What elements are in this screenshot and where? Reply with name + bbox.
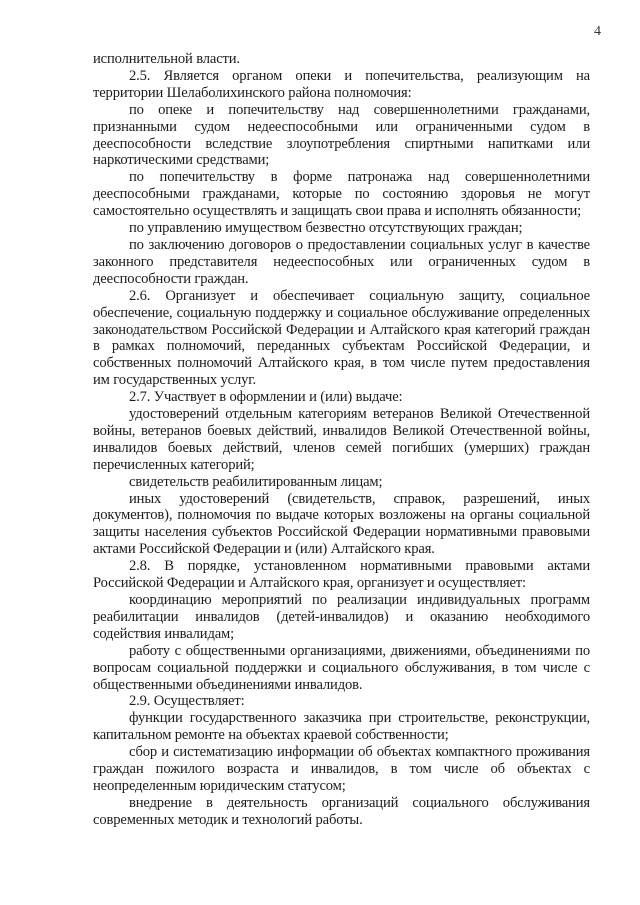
paragraph: 2.5. Является органом опеки и попечительства, реализующим на территории Шелаболихинского района полномочия:: [93, 67, 590, 101]
paragraph: по заключению договоров о предоставлении социальных услуг в качестве законного представителя недееспособных или ограниченных судом в дееспособности граждан.: [93, 236, 590, 287]
paragraph: свидетельств реабилитированным лицам;: [129, 473, 383, 490]
paragraph: по опеке и попечительству над совершеннолетними гражданами, признанными судом недееспособными или ограниченными судом в дееспособности вследствие злоупотребления спиртными напитками или наркотическими средствами;: [93, 101, 590, 169]
page-number: 4: [594, 24, 601, 39]
paragraph: работу с общественными организациями, движениями, объединениями по вопросам социальной поддержки и социального обслуживания, в том числе с общественными объединениями инвалидов.: [93, 642, 590, 693]
paragraph: по управлению имуществом безвестно отсутствующих граждан;: [129, 220, 523, 237]
paragraph: удостоверений отдельным категориям ветеранов Великой Отечественной войны, ветеранов боевых действий, инвалидов Великой Отечественной войны, инвалидов боевых действий, членов семей погибших (умерших) граждан перечисленных категорий;: [93, 406, 590, 473]
paragraph: по попечительству в форме патронажа над совершеннолетними дееспособными гражданами, которые по состоянию здоровья не могут самостоятельно осуществлять и защищать свои права и исполнять обязанности;: [93, 169, 590, 220]
paragraph: внедрение в деятельность организаций социального обслуживания современных методик и технологий работы.: [93, 794, 590, 828]
paragraph: 2.6. Организует и обеспечивает социальную защиту, социальное обеспечение, социальную поддержку и социальное обслуживание определенных законодательством Российской Федерации и Алтайского края категорий граждан в рамках полномочий, переданных субъектам Российской Федерации, и собственных полномочий Алтайского края, в том числе путем предоставления им государственных услуг.: [93, 287, 590, 389]
document-body: [93, 51, 590, 829]
paragraph: сбор и систематизацию информации об объектах компактного проживания граждан пожилого возраста и инвалидов, в том числе об объектах с неопределенным юридическим статусом;: [93, 744, 590, 794]
paragraph: координацию мероприятий по реализации индивидуальных программ реабилитации инвалидов (детей-инвалидов) и оказанию необходимого содействия инвалидам;: [93, 592, 590, 642]
paragraph: исполнительной власти.: [93, 51, 240, 67]
paragraph: 2.7. Участвует в оформлении и (или) выдаче:: [129, 389, 403, 406]
paragraph: 2.8. В порядке, установленном нормативными правовыми актами Российской Федерации и Алтайского края, организует и осуществляет:: [93, 558, 590, 592]
paragraph: 2.9. Осуществляет:: [129, 693, 245, 710]
paragraph: иных удостоверений (свидетельств, справок, разрешений, иных документов), полномочия по выдаче которых возложены на органы социальной защиты населения субъектов Российской Федерации нормативными правовыми актами Российской Федерации и (или) Алтайского края.: [93, 490, 590, 558]
paragraph: функции государственного заказчика при строительстве, реконструкции, капитальном ремонте на объектах краевой собственности;: [93, 710, 590, 744]
